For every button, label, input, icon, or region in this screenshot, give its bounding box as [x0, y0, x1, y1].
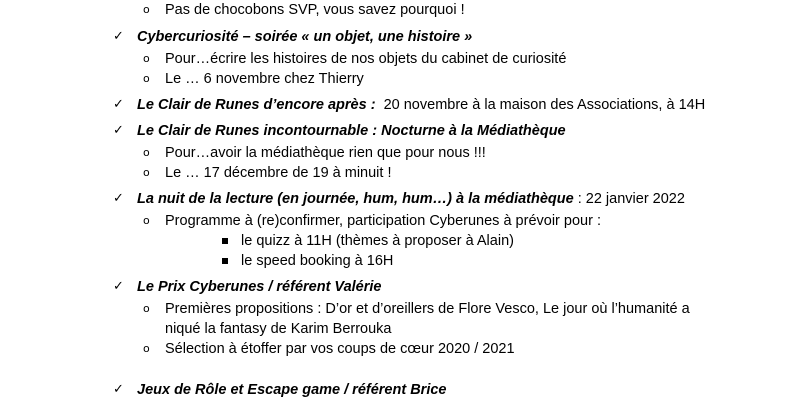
sub-list-item — [0, 251, 800, 271]
circle-bullet-icon: o — [143, 146, 150, 159]
section-heading-line — [0, 121, 800, 141]
section-heading-line — [0, 380, 800, 400]
section-title-text: La nuit de la lecture (en journée, hum, hum…) à la médiathèque — [137, 191, 574, 207]
list-item — [0, 0, 800, 20]
section-title — [137, 277, 381, 297]
list-item-text: Le … 6 novembre chez Thierry — [165, 71, 364, 87]
list-item-text: Premières propositions : D’or et d’oreillers de Flore Vesco, Le jour où l’humanité a — [165, 301, 690, 317]
list-item-text: niqué la fantasy de Karim Berrouka — [165, 321, 392, 337]
square-bullet-icon — [222, 238, 228, 244]
list-item — [0, 299, 800, 319]
sub-list-item-text: le speed booking à 16H — [241, 253, 394, 269]
checkmark-icon: ✓ — [113, 29, 124, 44]
section-title — [137, 27, 472, 47]
section-title — [137, 380, 446, 400]
checkmark-icon: ✓ — [113, 382, 124, 397]
list-item — [0, 339, 800, 359]
section-heading-line — [0, 27, 800, 47]
circle-bullet-icon: o — [143, 72, 150, 85]
checkmark-icon: ✓ — [113, 97, 124, 112]
section-title — [137, 95, 705, 115]
circle-bullet-icon: o — [143, 52, 150, 65]
circle-bullet-icon: o — [143, 214, 150, 227]
list-item-text: Sélection à étoffer par vos coups de cœur 2020 / 2021 — [165, 341, 515, 357]
section-title — [137, 189, 685, 209]
list-item-text: Programme à (re)confirmer, participation Cyberunes à prévoir pour : — [165, 213, 601, 229]
section-heading-line — [0, 95, 800, 115]
section-title-text: Le Prix Cyberunes / référent Valérie — [137, 279, 382, 295]
section-title-text: Le Clair de Runes incontournable : Nocturne à la Médiathèque — [137, 123, 566, 139]
list-item — [0, 211, 800, 231]
section-heading-line — [0, 277, 800, 297]
section-title-text: Le Clair de Runes d’encore après : — [137, 97, 376, 113]
list-item — [0, 143, 800, 163]
list-item-text: Pas de chocobons SVP, vous savez pourquoi ! — [165, 2, 465, 18]
section-title-text: Jeux de Rôle et Escape game / référent Brice — [137, 382, 447, 398]
checkmark-icon: ✓ — [113, 279, 124, 294]
list-item — [0, 49, 800, 69]
sub-list-item — [0, 231, 800, 251]
list-item — [0, 319, 800, 339]
checkmark-icon: ✓ — [113, 123, 124, 138]
circle-bullet-icon: o — [143, 342, 150, 355]
list-item — [0, 69, 800, 89]
list-item — [0, 163, 800, 183]
checkmark-icon: ✓ — [113, 191, 124, 206]
section-title — [137, 121, 566, 141]
sub-list-item-text: le quizz à 11H (thèmes à proposer à Alain) — [241, 233, 514, 249]
list-item-text: Le … 17 décembre de 19 à minuit ! — [165, 165, 392, 181]
list-item-text: Pour…avoir la médiathèque rien que pour nous !!! — [165, 145, 486, 161]
section-detail-text: 20 novembre à la maison des Associations, à 14H — [375, 97, 706, 113]
section-heading-line — [0, 189, 800, 209]
circle-bullet-icon: o — [143, 3, 150, 16]
list-item-text: Pour…écrire les histoires de nos objets du cabinet de curiosité — [165, 51, 567, 67]
square-bullet-icon — [222, 258, 228, 264]
circle-bullet-icon: o — [143, 302, 150, 315]
section-detail-text: : 22 janvier 2022 — [573, 191, 685, 207]
section-title-text: Cybercuriosité – soirée « un objet, une histoire » — [137, 29, 473, 45]
circle-bullet-icon: o — [143, 166, 150, 179]
